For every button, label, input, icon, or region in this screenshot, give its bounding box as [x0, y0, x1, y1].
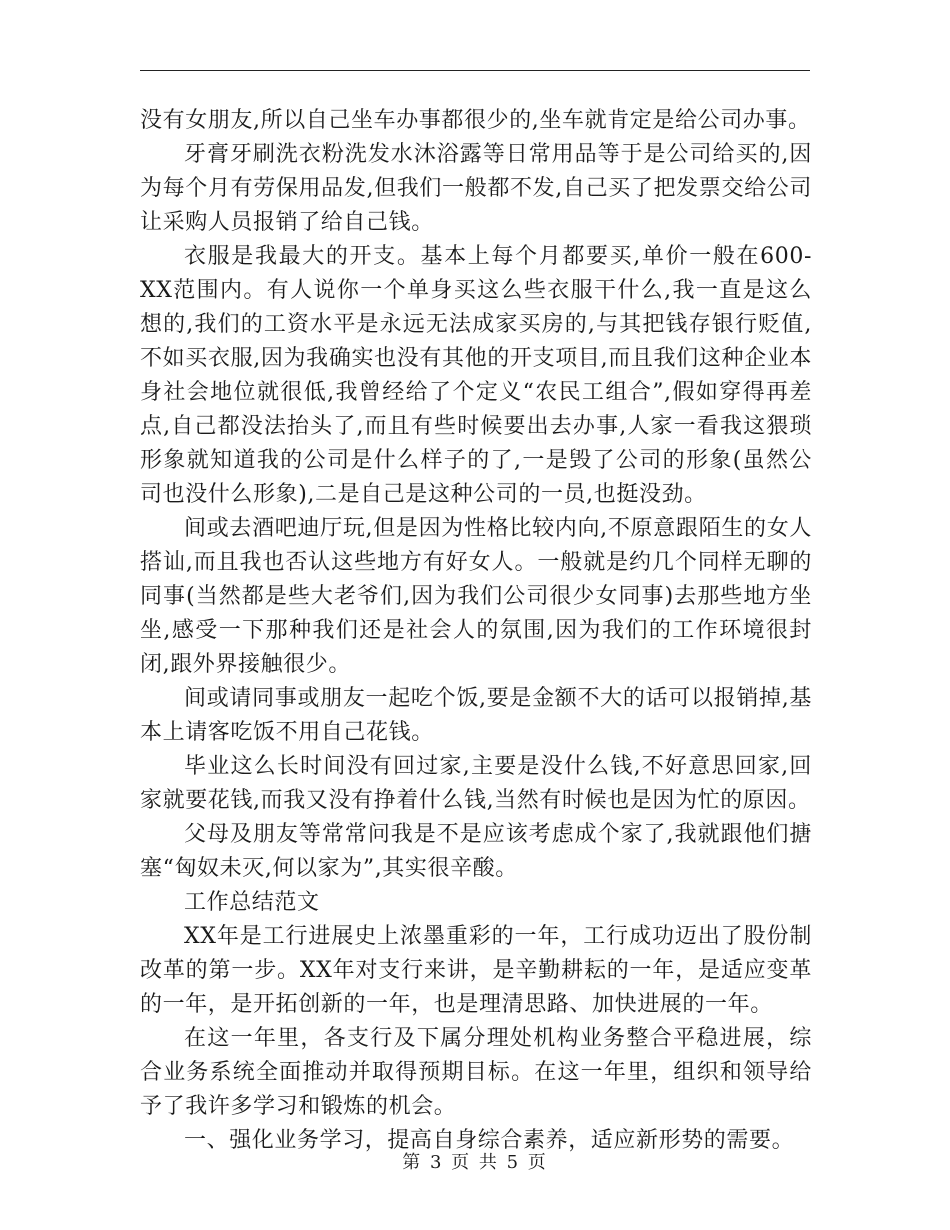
paragraph-1: 没有女朋友,所以自己坐车办事都很少的,坐车就肯定是给公司办事。 — [140, 108, 811, 133]
paragraph-6: 毕业这么长时间没有回过家,主要是没什么钱,不好意思回家,回家就要花钱,而我又没有挣着什么钱,当然有时候也是因为忙的原因。 — [140, 754, 812, 813]
paragraph-2: 牙膏牙刷洗衣粉洗发水沐浴露等日常用品等于是公司给买的,因为每个月有劳保用品发,但我们一般都不发,自己买了把发票交给公司让采购人员报销了给自己钱。 — [140, 142, 812, 235]
header-rule — [140, 70, 810, 71]
paragraph-7: 父母及朋友等常常问我是不是应该考虑成个家了,我就跟他们搪塞“匈奴未灭,何以家为”,其实很辛酸。 — [140, 822, 812, 881]
paragraph-10: 在这一年里，各支行及下属分理处机构业务整合平稳进展，综合业务系统全面推动并取得预期目标。在这一年里，组织和领导给予了我许多学习和锻炼的机会。 — [140, 1026, 812, 1119]
section-heading: 工作总结范文 — [184, 890, 320, 915]
paragraph-9: XX年是工行进展史上浓墨重彩的一年，工行成功迈出了股份制改革的第一步。XX年对支行来讲，是辛勤耕耘的一年，是适应变革的一年，是开拓创新的一年，也是理清思路、加快进展的一年。 — [140, 924, 812, 1017]
paragraph-11: 一、强化业务学习，提高自身综合素养，适应新形势的需要。 — [184, 1128, 795, 1153]
paragraph-3: 衣服是我最大的开支。基本上每个月都要买,单价一般在600-XX范围内。有人说你一个单身买这么些衣服干什么,我一直是这么想的,我们的工资水平是永远无法成家买房的,与其把钱存银行贬值,不如买衣服,因为我确实也没有其他的开支项目,而且我们这种企业本身社会地位就很低,我曾经给了个定义“农民工组合”,假如穿得再差点,自己都没法抬头了,而且有些时候要出去办事,人家一看我这猥琐形象就知道我的公司是什么样子的了,一是毁了公司的形象(虽然公司也没什么形象),二是自己是这种公司的一员,也挺没劲。 — [140, 244, 812, 507]
document-body — [140, 104, 812, 1158]
paragraph-4: 间或去酒吧迪厅玩,但是因为性格比较内向,不原意跟陌生的女人搭讪,而且我也否认这些地方有好女人。一般就是约几个同样无聊的同事(当然都是些大老爷们,因为我们公司很少女同事)去那些地方坐坐,感受一下那种我们还是社会人的氛围,因为我们的工作环境很封闭,跟外界接触很少。 — [140, 516, 812, 677]
page-number-footer: 第 3 页 共 5 页 — [402, 1152, 548, 1173]
paragraph-5: 间或请同事或朋友一起吃个饭,要是金额不大的话可以报销掉,基本上请客吃饭不用自己花钱。 — [140, 686, 812, 745]
